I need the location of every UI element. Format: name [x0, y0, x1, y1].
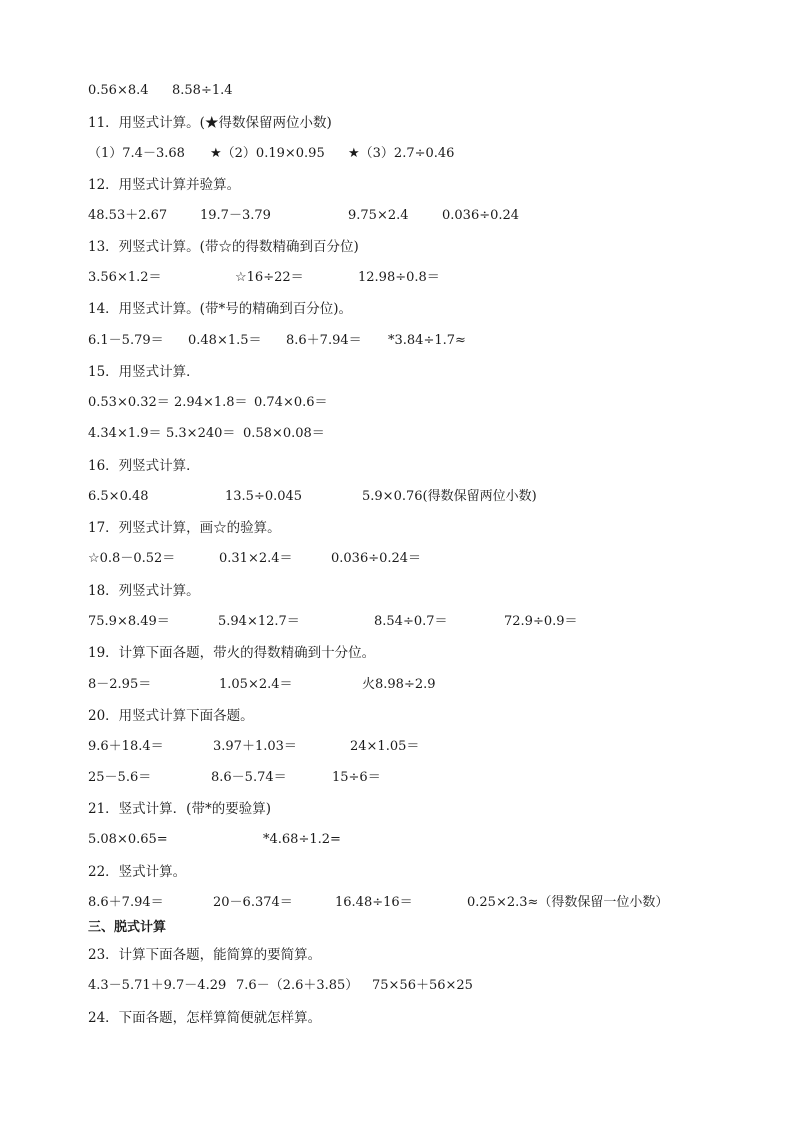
question-title [0, 706, 794, 726]
question-title [0, 113, 794, 133]
problem-row [0, 268, 794, 288]
problem-row [0, 81, 794, 101]
question-text: 21．竖式计算．(带*的要验算) [88, 801, 271, 817]
expression: 3.97＋1.03＝ [213, 739, 297, 754]
question-title [0, 237, 794, 257]
expression: 8.58÷1.4 [172, 83, 233, 98]
expression: 6.5×0.48 [88, 489, 149, 504]
problem-row [0, 612, 794, 632]
question-text: 11．用竖式计算。(★得数保留两位小数) [88, 115, 332, 131]
question-title [0, 362, 794, 382]
expression: 16.48÷16＝ [335, 895, 413, 910]
expression: 0.56×8.4 [88, 83, 149, 98]
problem-row [0, 206, 794, 226]
expression: 2.94×1.8＝ [174, 395, 248, 410]
problem-row [0, 675, 794, 695]
problem-row [0, 393, 794, 413]
expression: 0.48×1.5＝ [188, 333, 262, 348]
question-text: 17．列竖式计算，画☆的验算。 [88, 520, 281, 536]
question-text: 13．列竖式计算。(带☆的得数精确到百分位) [88, 239, 359, 255]
expression: 5.3×240＝ [166, 426, 236, 441]
problem-row [0, 737, 794, 757]
question-title [0, 1008, 794, 1028]
expression: ★（2）0.19×0.95 [210, 146, 325, 161]
expression: 0.31×2.4＝ [219, 551, 293, 566]
expression: ☆0.8－0.52＝ [88, 551, 176, 566]
question-text: 22．竖式计算。 [88, 864, 187, 880]
question-text: 23．计算下面各题，能简算的要简算。 [88, 947, 322, 963]
expression: 5.08×0.65= [88, 832, 168, 847]
expression: ★（3）2.7÷0.46 [348, 146, 455, 161]
expression: 48.53＋2.67 [88, 208, 168, 223]
expression: 1.05×2.4＝ [219, 677, 293, 692]
expression: 8.6－5.74＝ [211, 770, 287, 785]
expression: 0.25×2.3≈（得数保留一位小数） [467, 895, 669, 910]
expression: 3.56×1.2＝ [88, 270, 162, 285]
question-text: 12．用竖式计算并验算。 [88, 177, 241, 193]
section-heading [0, 918, 794, 938]
question-text: 16．列竖式计算． [88, 458, 200, 474]
expression: 19.7－3.79 [200, 208, 271, 223]
expression: 8－2.95＝ [88, 677, 152, 692]
question-text: 15．用竖式计算． [88, 364, 200, 380]
expression: ☆16÷22＝ [235, 270, 304, 285]
problem-row [0, 830, 794, 850]
question-title [0, 299, 794, 319]
problem-row [0, 144, 794, 164]
problem-row [0, 768, 794, 788]
expression: 13.5÷0.045 [225, 489, 303, 504]
question-title [0, 945, 794, 965]
problem-row [0, 424, 794, 444]
expression: 12.98÷0.8＝ [358, 270, 440, 285]
expression: 75×56＋56×25 [372, 978, 473, 993]
expression: 5.9×0.76(得数保留两位小数) [362, 489, 537, 504]
question-text: 18．列竖式计算。 [88, 583, 200, 599]
question-text: 14．用竖式计算。(带*号的精确到百分位)。 [88, 301, 352, 317]
question-title [0, 456, 794, 476]
problem-row [0, 976, 794, 996]
expression: 6.1－5.79＝ [88, 333, 164, 348]
question-title [0, 799, 794, 819]
expression: *3.84÷1.7≈ [388, 333, 466, 348]
expression: 75.9×8.49＝ [88, 614, 170, 629]
question-title [0, 175, 794, 195]
problem-row [0, 549, 794, 569]
expression: 8.6＋7.94＝ [88, 895, 164, 910]
expression: 9.75×2.4 [348, 208, 409, 223]
section-title: 三、脱式计算 [88, 920, 167, 935]
expression: 0.58×0.08＝ [243, 426, 325, 441]
expression: 25－5.6＝ [88, 770, 152, 785]
question-title [0, 862, 794, 882]
expression: 4.34×1.9＝ [88, 426, 162, 441]
question-text: 20．用竖式计算下面各题。 [88, 708, 254, 724]
expression: *4.68÷1.2= [263, 832, 341, 847]
expression: 24×1.05＝ [350, 739, 420, 754]
expression: （1）7.4－3.68 [88, 146, 185, 161]
expression: 9.6＋18.4＝ [88, 739, 164, 754]
expression: 火8.98÷2.9 [362, 677, 436, 692]
expression: 7.6－（2.6＋3.85） [236, 978, 359, 993]
expression: 0.53×0.32＝ [88, 395, 170, 410]
expression: 5.94×12.7＝ [218, 614, 300, 629]
expression: 0.036÷0.24 [442, 208, 520, 223]
question-title [0, 581, 794, 601]
expression: 20－6.374＝ [213, 895, 293, 910]
problem-row [0, 893, 794, 913]
expression: 8.6＋7.94＝ [286, 333, 362, 348]
expression: 15÷6＝ [332, 770, 381, 785]
expression: 8.54÷0.7＝ [374, 614, 448, 629]
expression: 4.3－5.71＋9.7－4.29 [88, 978, 227, 993]
expression: 0.036÷0.24＝ [331, 551, 422, 566]
expression: 0.74×0.6＝ [254, 395, 328, 410]
question-title [0, 643, 794, 663]
expression: 72.9÷0.9＝ [504, 614, 578, 629]
problem-row [0, 487, 794, 507]
question-text: 24．下面各题，怎样算简便就怎样算。 [88, 1010, 322, 1026]
question-text: 19．计算下面各题，带火的得数精确到十分位。 [88, 645, 376, 661]
problem-row [0, 331, 794, 351]
question-title [0, 518, 794, 538]
